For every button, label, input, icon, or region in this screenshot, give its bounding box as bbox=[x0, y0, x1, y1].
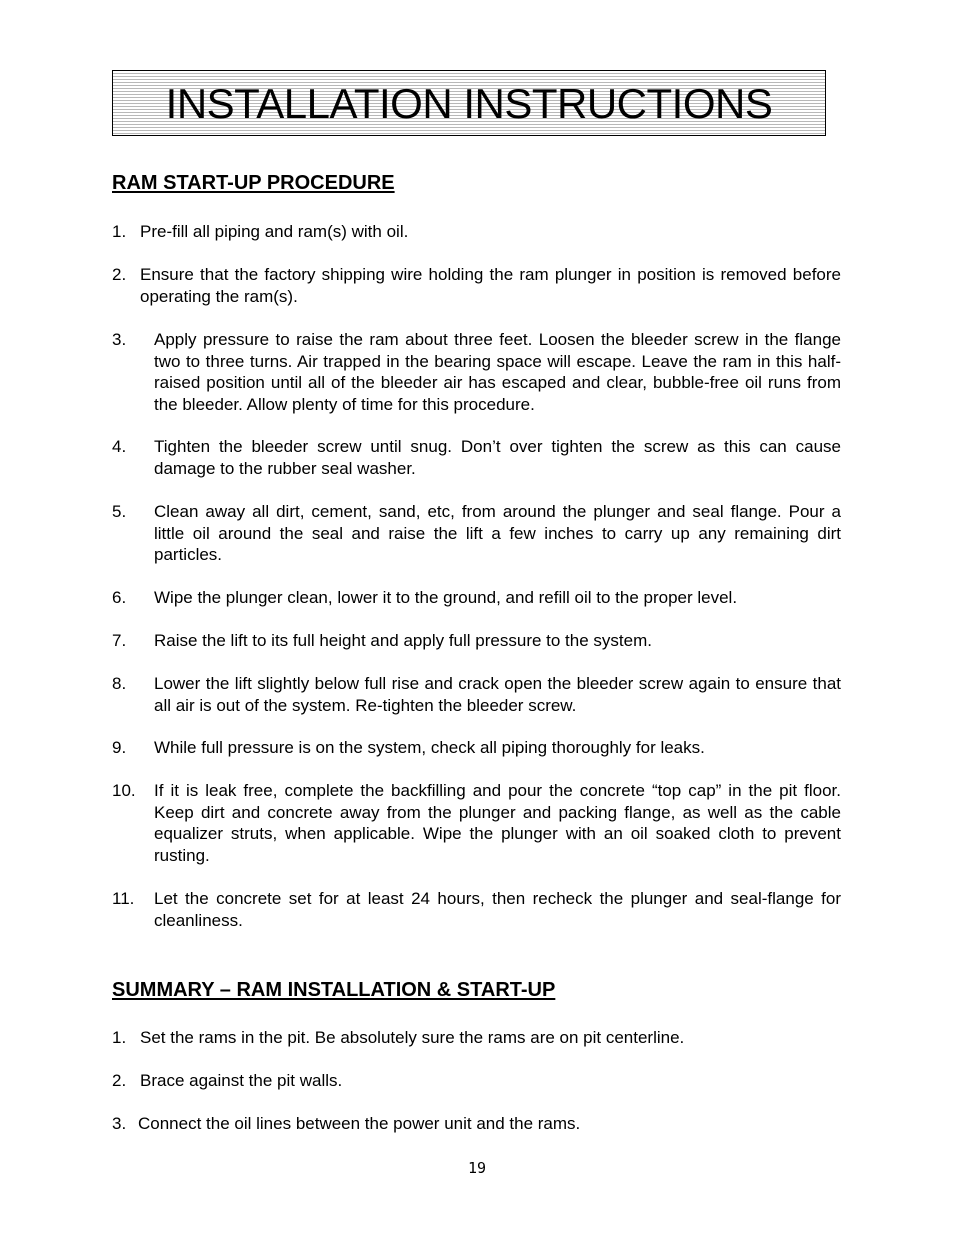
list-item-text: Let the concrete set for at least 24 hours, then recheck the plunger and seal-flange for cleanliness. bbox=[154, 889, 841, 930]
list-item bbox=[112, 780, 841, 866]
list-item-number: 10. bbox=[112, 781, 136, 800]
list-item-text: Pre-fill all piping and ram(s) with oil. bbox=[140, 222, 409, 241]
list-item-text: While full pressure is on the system, check all piping thoroughly for leaks. bbox=[154, 738, 705, 757]
list-item-number: 1. bbox=[112, 222, 127, 241]
list-item bbox=[112, 1070, 841, 1092]
list-item bbox=[112, 436, 841, 479]
list-item bbox=[112, 501, 841, 566]
list-item-number: 11. bbox=[112, 889, 135, 908]
section-heading-summary: SUMMARY – RAM INSTALLATION & START-UP bbox=[112, 979, 556, 1001]
page-title: INSTALLATION INSTRUCTIONS bbox=[165, 80, 773, 127]
list-item-number: 2. bbox=[112, 265, 127, 284]
list-item bbox=[112, 587, 841, 609]
list-item bbox=[112, 1027, 841, 1049]
list-item bbox=[112, 630, 841, 652]
list-item-text: Set the rams in the pit. Be absolutely sure the rams are on pit centerline. bbox=[140, 1028, 685, 1047]
list-item-number: 3. bbox=[112, 330, 127, 349]
list-item-text: Brace against the pit walls. bbox=[140, 1071, 343, 1090]
list-item-text: Connect the oil lines between the power unit and the rams. bbox=[138, 1114, 581, 1133]
list-item-number: 5. bbox=[112, 502, 127, 521]
list-item bbox=[112, 888, 841, 931]
list-item-number: 1. bbox=[112, 1028, 127, 1047]
list-item bbox=[112, 221, 841, 243]
list-item bbox=[112, 1113, 841, 1135]
list-item-text: Ensure that the factory shipping wire holding the ram plunger in position is removed before operating the ram(s). bbox=[140, 265, 841, 306]
list-item-number: 8. bbox=[112, 674, 127, 693]
title-banner bbox=[112, 70, 826, 136]
list-item bbox=[112, 737, 841, 759]
list-item bbox=[112, 673, 841, 716]
list-item-text: Lower the lift slightly below full rise and crack open the bleeder screw again to ensure that all air is out of the system. Re-tighten the bleeder screw. bbox=[154, 674, 841, 715]
list-item-text: Clean away all dirt, cement, sand, etc, from around the plunger and seal flange. Pour a little oil around the seal and raise the lift a few inches to carry up any remaining dirt particles. bbox=[154, 502, 841, 565]
list-item-text: Raise the lift to its full height and apply full pressure to the system. bbox=[154, 631, 652, 650]
section-heading-ram-startup: RAM START-UP PROCEDURE bbox=[112, 172, 395, 194]
list-item-number: 4. bbox=[112, 437, 127, 456]
list-item-text: Wipe the plunger clean, lower it to the ground, and refill oil to the proper level. bbox=[154, 588, 738, 607]
list-item-text: If it is leak free, complete the backfilling and pour the concrete “top cap” in the pit floor. Keep dirt and concrete away from the plunger and packing flange, as well as the cable equalizer struts, when applicable. Wipe the plunger with an oil soaked cloth to prevent rusting. bbox=[154, 781, 841, 865]
list-item-number: 6. bbox=[112, 588, 127, 607]
list-item-number: 3. bbox=[112, 1114, 127, 1133]
list-item-number: 9. bbox=[112, 738, 127, 757]
list-item bbox=[112, 264, 841, 307]
page-number: 19 bbox=[467, 1159, 487, 1177]
list-item-number: 2. bbox=[112, 1071, 127, 1090]
list-item bbox=[112, 329, 841, 415]
list-item-text: Tighten the bleeder screw until snug. Don’t over tighten the screw as this can cause damage to the rubber seal washer. bbox=[154, 437, 841, 478]
list-item-number: 7. bbox=[112, 631, 127, 650]
list-item-text: Apply pressure to raise the ram about three feet. Loosen the bleeder screw in the flange two to three turns. Air trapped in the bearing space will escape. Leave the ram in this half-raised position until all of the bleeder air has escaped and clear, bubble-free oil runs from the bleeder. Allow plenty of time for this procedure. bbox=[154, 330, 841, 414]
